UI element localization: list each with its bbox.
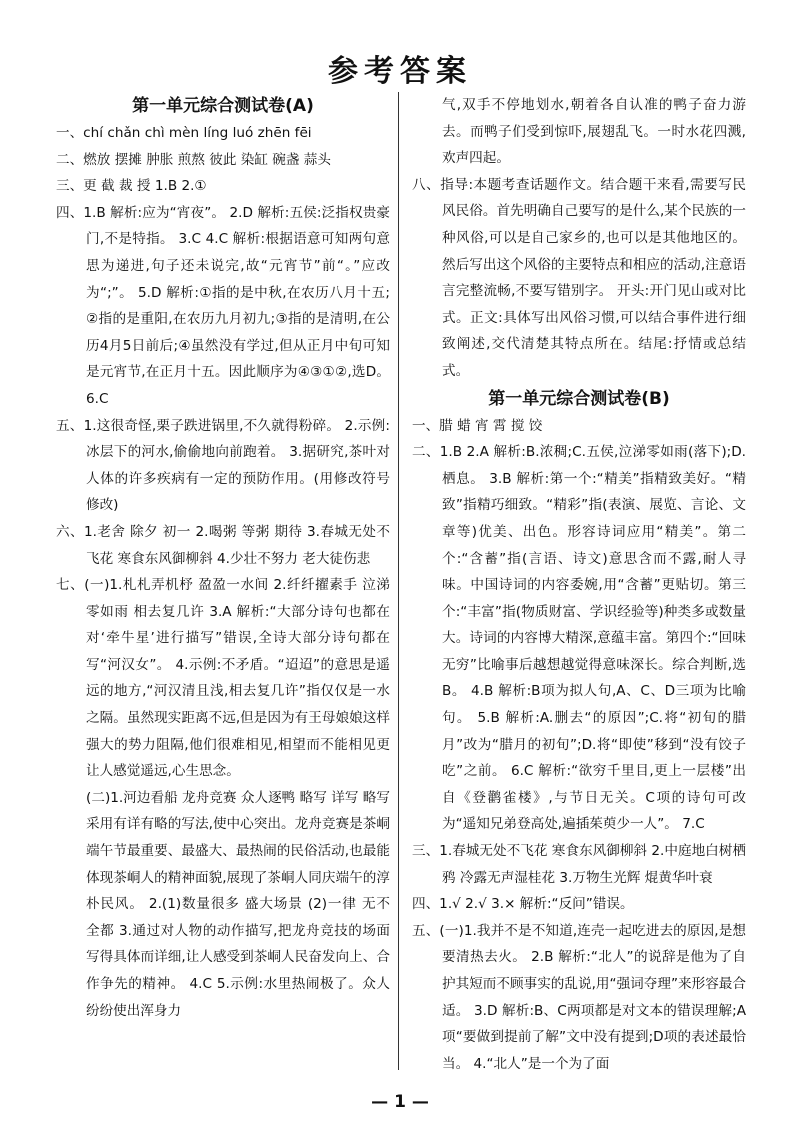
answer-part-8: 八、指导:本题考查话题作文。结合题干来看,需要写民风民俗。首先明确自己要写的是什么,某个民族的一种风俗,可以是自己家乡的,也可以是其他地区的。然后写出这个风俗的主要特点和相应的活动,注意语言完整流畅,不要写错别字。 开头:开门见山或对比式。正文:具体写出风俗习惯,可以结合事件进行细致阐述,交代清楚其特点所在。结尾:抒情或总结式。 [412, 176, 746, 379]
answer-part-2: 二、燃放 摆摊 肿胀 煎熬 彼此 染缸 碗盏 蒜头 [56, 151, 331, 168]
answer-part-7-sub: (二)1.河边看船 龙舟竞赛 众人逐鸭 略写 详写 略写 采用有详有略的写法,使中心突出。龙舟竞赛是茶峒端午节最重要、最盛大、最热闹的民俗活动,也最能体现茶峒人的精神面貌,展现了茶峒人同庆端午的淳朴民风。 2.(1)数量很多 盛大场景 (2)一律 无不 全都 3.通过对人物的动作描写,把龙舟竞技的场面写得具体而详细,让人感受到茶峒人民奋发向上、合作争先的精神。 4.C 5.示例:水里热闹极了。众人纷纷使出浑身力 [86, 789, 390, 1019]
answer-part-7: 七、(一)1.札札弄机杼 盈盈一水间 2.纤纤擢素手 泣涕零如雨 相去复几许 3.A 解析:“大部分诗句也都在对‘牵牛星’进行描写”错误,全诗大部分诗句都在写“河汉女”。 4.示例:不矛盾。“迢迢”的意思是遥远的地方,“河汉清且浅,相去复几许”指仅仅是一水之隔。虽然现实距离不远,但是因为有王母娘娘这样强大的势力阻隔,他们很难相见,相望而不能相见更让人感觉遥远,心生思念。 [56, 577, 390, 780]
answer-part-6: 六、1.老舍 除夕 初一 2.喝粥 等粥 期待 3.春城无处不飞花 寒食东风御柳斜 4.少壮不努力 老大徒伤悲 [56, 523, 390, 567]
answer-part-3: 三、更 截 裁 授 1.B 2.① [56, 178, 207, 195]
answer-continuation: 气,双手不停地划水,朝着各自认准的鸭子奋力游去。而鸭子们受到惊吓,展翅乱飞。一时水花四溅,欢声四起。 [442, 97, 746, 167]
answer-part-4: 四、1.B 解析:应为“宵夜”。 2.D 解析:五侯:泛指权贵豪门,不是特指。 3.C 4.C 解析:根据语意可知两句意思为递进,句子还未说完,故“元宵节”前“。”应改为“;”。 5.D 解析:①指的是中秋,在农历八月十五;②指的是重阳,在农历九月初九;③指的是清明,在公历4月5日前后;④虽然没有学过,但从正月中旬可知是元宵节,在正月十五。因此顺序为④③①②,选D。 6.C [56, 204, 390, 407]
answer-b-part-3: 三、1.春城无处不飞花 寒食东风御柳斜 2.中庭地白树栖鸦 冷露无声湿桂花 3.万物生光辉 焜黄华叶衰 [412, 843, 746, 886]
answer-part-5: 五、1.这很奇怪,栗子跌进锅里,不久就得粉碎。 2.示例:冰层下的河水,偷偷地向前跑着。 3.据研究,茶叶对人体的许多疾病有一定的预防作用。(用修改符号修改) [56, 417, 390, 514]
page-number: — 1 — [371, 1092, 429, 1112]
page-title: 参考答案 [328, 54, 472, 89]
answer-part-1: 一、chí chǎn chì mèn líng luó zhēn fēi [56, 125, 312, 141]
answer-b-part-4: 四、1.√ 2.√ 3.× 解析:“反问”错误。 [412, 896, 634, 913]
section-title-b: 第一单元综合测试卷(B) [488, 388, 670, 409]
answer-b-part-5: 五、(一)1.我并不是不知道,连壳一起吃进去的原因,是想要清热去火。 2.B 解析:“北人”的说辞是他为了自护其短而不顾事实的乱说,用“强词夺理”来形容最合适。 3.D 解析:B、C两项都是对文本的错误理解;A项“要做到提前了解”文中没有提到;D项的表述最恰当。 4.“北人”是一个为了面 [412, 922, 746, 1072]
answer-b-part-1: 一、腊 蜡 宵 霄 搅 饺 [412, 417, 543, 434]
section-title-a: 第一单元综合测试卷(A) [132, 96, 314, 116]
right-column [412, 92, 746, 1077]
answer-b-part-2: 二、1.B 2.A 解析:B.浓稠;C.五侯,泣涕零如雨(落下);D.栖息。 3.B 解析:第一个:“精美”指精致美好。“精致”指精巧细致。“精彩”指(表演、展览、言论、文章等)优美、出色。形容诗词应用“精美”。第二个:“含蓄”指(言语、诗文)意思含而不露,耐人寻味。中国诗词的内容委婉,用“含蓄”更贴切。第三个:“丰富”指(物质财富、学识经验等)种类多或数量大。诗词的内容博大精深,意蕴丰富。第四个:“回味无穷”比喻事后越想越觉得意味深长。综合判断,选B。 4.B 解析:B项为拟人句,A、C、D三项为比喻句。 5.B 解析:A.删去“的原因”;C.将“初旬的腊月”改为“腊月的初旬”;D.将“即使”移到“没有饺子吃”之前。 6.C 解析:“欲穷千里目,更上一层楼”出自《登鹳雀楼》,与节日无关。C项的诗句可改为“遥知兄弟登高处,遍插茱萸少一人”。 7.C [412, 444, 746, 833]
column-divider [398, 92, 399, 1070]
left-column [56, 92, 390, 1024]
